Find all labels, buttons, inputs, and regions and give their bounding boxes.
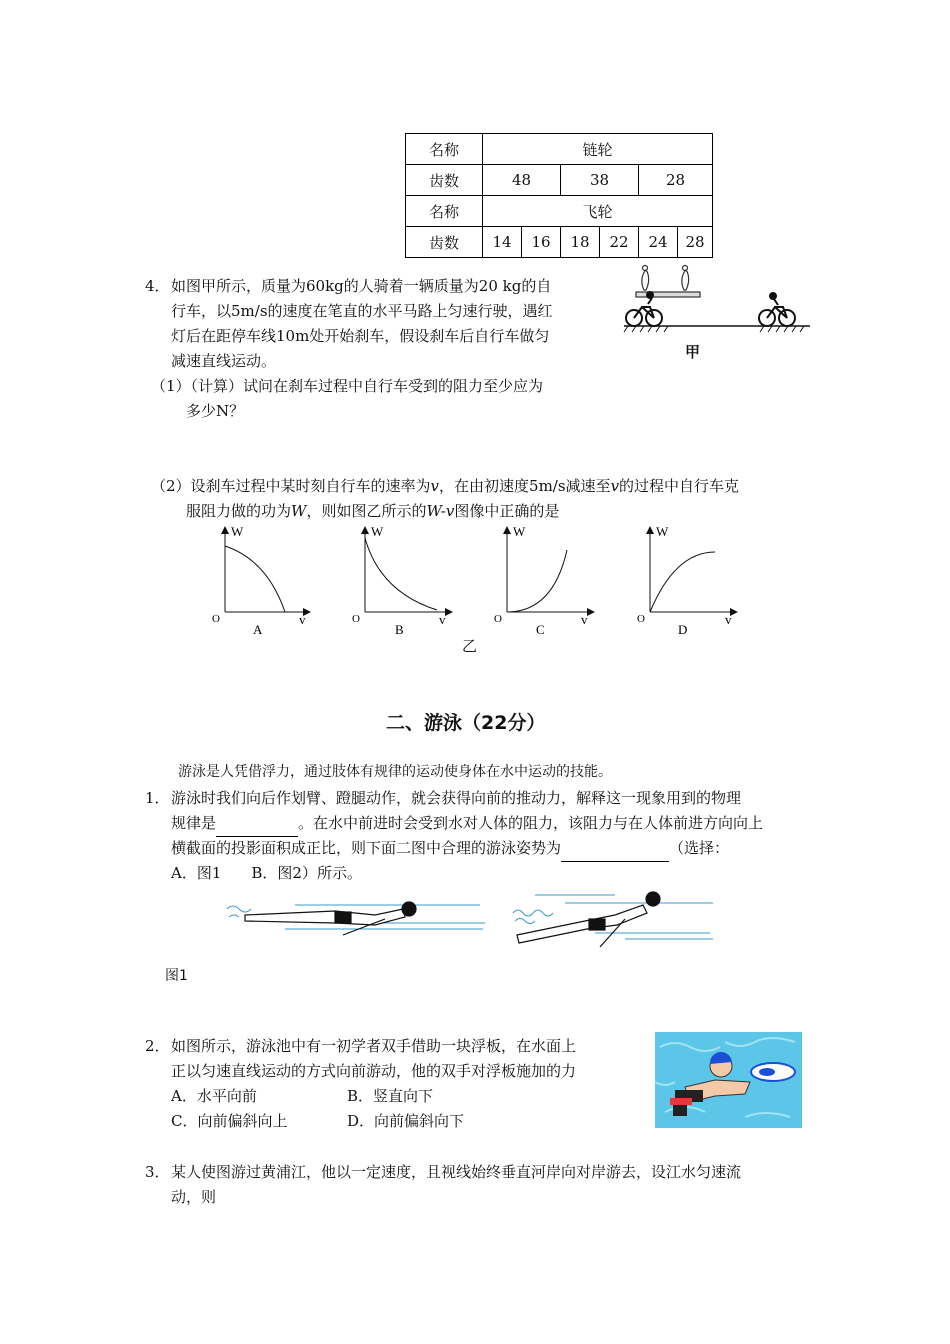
- graph-origin: O: [212, 613, 220, 625]
- s2-option[interactable]: C．向前偏斜向上: [171, 1112, 288, 1130]
- q4-number: 4．: [145, 277, 170, 295]
- graph-x-label: v: [439, 612, 446, 627]
- flywheel-teeth-cell: 22: [600, 227, 639, 258]
- graph-x-label: v: [581, 612, 588, 627]
- kickboard-icon: [751, 1063, 795, 1081]
- section-title: 二、游泳（22分）: [386, 712, 546, 734]
- s2-line: 正以匀速直线运动的方式向前游动，他的双手对浮板施加的力: [171, 1062, 577, 1080]
- s2-number: 2．: [145, 1037, 170, 1055]
- section-intro: 游泳是人凭借浮力，通过肢体有规律的运动使身体在水中运动的技能。: [178, 764, 612, 780]
- kickboard-swimmer-image: [655, 1032, 802, 1128]
- q4-sub2-line: 服阻力做的功为W，则如图乙所示的W-v图像中正确的是: [186, 502, 560, 520]
- answer-blank[interactable]: [216, 811, 298, 837]
- graph-origin: O: [637, 613, 645, 625]
- s1-line: 规律是 。在水中前进时会受到水对人体的阻力，该阻力与在人体前进方向向上: [171, 811, 763, 837]
- wv-graphs: [205, 520, 750, 645]
- flywheel-teeth-label: 齿数: [406, 227, 483, 258]
- sprocket-teeth-label: 齿数: [406, 165, 483, 196]
- graph-y-label: W: [656, 524, 669, 539]
- sprocket-name-label: 名称: [406, 134, 483, 165]
- q4-line: 减速直线运动。: [171, 352, 277, 370]
- q4-sub2-line: （2）设刹车过程中某时刻自行车的速率为v，在由初速度5m/s减速至v的过程中自行车克: [151, 477, 740, 495]
- traffic-light-icon: [636, 266, 700, 298]
- fig1-label: 图1: [165, 968, 188, 984]
- s1-line: A．图1 B．图2）所示。: [171, 864, 362, 882]
- graph-y-label: W: [231, 524, 244, 539]
- flywheel-teeth-cell: 14: [483, 227, 522, 258]
- graph-c: [494, 524, 593, 637]
- graph-option-label: C: [536, 622, 545, 637]
- q4-line: 如图甲所示，质量为60kg的人骑着一辆质量为20 kg的自: [171, 277, 552, 295]
- flywheel-teeth-cell: 24: [639, 227, 678, 258]
- s3-line: 某人使图游过黄浦江，他以一定速度，且视线始终垂直河岸向对岸游去，设江水匀速流: [171, 1163, 742, 1181]
- graph-option-label: D: [678, 622, 688, 637]
- s3-number: 3．: [145, 1163, 170, 1181]
- flywheel-name-label: 名称: [406, 196, 483, 227]
- swimmer-figure-2: [505, 885, 717, 950]
- flywheel-teeth-cell: 16: [522, 227, 561, 258]
- s2-option[interactable]: B．竖直向下: [347, 1087, 434, 1105]
- graph-origin: O: [352, 613, 360, 625]
- swimmer-icon: [245, 902, 416, 935]
- s2-option[interactable]: D．向前偏斜向下: [347, 1112, 465, 1130]
- graph-origin: O: [494, 613, 502, 625]
- graph-d: [637, 524, 736, 637]
- graph-option-label: B: [395, 622, 404, 637]
- q4-line: 行车，以5m/s的速度在笔直的水平马路上匀速行驶，遇红: [171, 302, 553, 320]
- s2-option[interactable]: A．水平向前: [171, 1087, 257, 1105]
- fig-jia-label: 甲: [685, 343, 701, 361]
- swimmer-figure-1: [225, 885, 490, 940]
- fig-yi-label: 乙: [462, 637, 478, 655]
- s1-line: 横截面的投影面积成正比，则下面二图中合理的游泳姿势为 （选择：: [171, 836, 729, 862]
- bicycle-icon: [759, 293, 795, 326]
- sprocket-teeth-cell: 48: [483, 165, 561, 196]
- s2-line: 如图所示，游泳池中有一初学者双手借助一块浮板，在水面上: [171, 1037, 577, 1055]
- sprocket-name: 链轮: [483, 134, 713, 165]
- s1-line: 游泳时我们向后作划臂、蹬腿动作，就会获得向前的推动力，解释这一现象用到的物理: [171, 789, 742, 807]
- graph-b: [352, 524, 451, 637]
- q4-sub1-line: 多少N？: [186, 402, 245, 420]
- flywheel-teeth-cell: 18: [561, 227, 600, 258]
- answer-blank[interactable]: [561, 836, 669, 862]
- graph-x-label: v: [725, 612, 732, 627]
- graph-y-label: W: [371, 524, 384, 539]
- sprocket-teeth-cell: 38: [561, 165, 639, 196]
- bicycle-figure: [622, 262, 812, 342]
- gear-table: [405, 133, 713, 258]
- graph-a: [212, 524, 309, 637]
- graph-x-label: v: [299, 612, 306, 627]
- flywheel-teeth-cell: 28: [678, 227, 713, 258]
- sprocket-teeth-cell: 28: [639, 165, 713, 196]
- q4-line: 灯后在距停车线10m处开始刹车，假设刹车后自行车做匀: [171, 327, 550, 345]
- q4-sub1-line: （1）（计算）试问在刹车过程中自行车受到的阻力至少应为: [151, 377, 544, 395]
- s1-number: 1．: [145, 789, 170, 807]
- flywheel-name: 飞轮: [483, 196, 713, 227]
- s3-line: 动，则: [171, 1188, 217, 1206]
- road-hatch: [624, 326, 804, 332]
- graph-y-label: W: [513, 524, 526, 539]
- graph-option-label: A: [253, 622, 263, 637]
